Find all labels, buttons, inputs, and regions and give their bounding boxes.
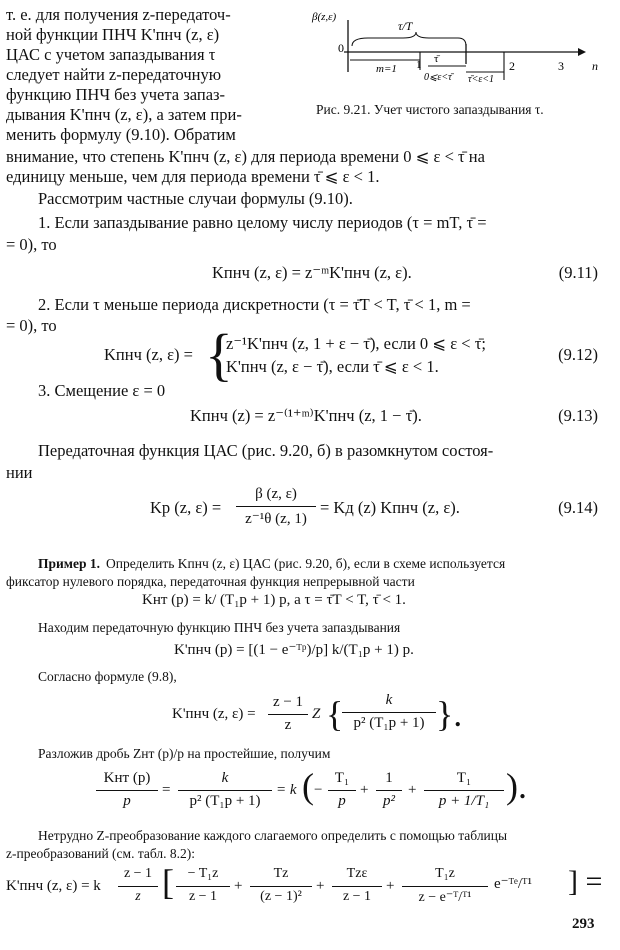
intro-line-6: дывания K'пнч (z, ε), а затем при-	[6, 105, 242, 124]
cases-heading: Рассмотрим частные случаи формулы (9.10).	[38, 189, 353, 208]
figure-caption: Рис. 9.21. Учет чистого запаздывания τ.	[316, 102, 544, 117]
equation-e-term-b-denominator: (z − 1)²	[260, 889, 302, 904]
equation-e-factor-denominator: z	[135, 889, 141, 904]
fraction-bar	[332, 886, 382, 887]
transfer-line-a: Передаточная функция ЦАС (рис. 9.20, б) в разомкнутом состоя-	[38, 441, 494, 460]
equation-d-t2-numerator: 1	[385, 770, 393, 786]
example-equation-a: Kнт (p) = k/ (T₁p + 1) p, а τ = τ̄T < T, τ̄ < 1.	[142, 592, 406, 608]
delay-diagram	[308, 2, 616, 102]
transfer-line-b: нии	[6, 463, 33, 482]
equation-9-14-numerator: β (z, ε)	[255, 486, 297, 502]
equation-d-t1-denominator: p	[338, 793, 346, 809]
fraction-bar	[402, 886, 488, 887]
example-equation-b: K'пнч (p) = [(1 − e⁻ᵀᵖ)/p] k/(T₁p + 1) p.	[174, 642, 414, 658]
paren-close: ).	[506, 766, 527, 806]
bracket-open: [	[162, 862, 174, 902]
example-line-7: z-преобразований (см. табл. 8.2):	[6, 846, 196, 861]
equation-9-14-denominator: z⁻¹θ (z, 1)	[245, 511, 307, 527]
equation-9-12-row-2: K'пнч (z, ε − τ̄), если τ̄ ⩽ ε < 1.	[226, 357, 439, 376]
intro-line-2: ной функции ПНЧ K'пнч (z, ε)	[6, 25, 220, 44]
intro-line-1: т. е. для получения z-передаточ-	[6, 5, 231, 24]
fraction-bar	[250, 886, 312, 887]
tau-bar-label: τ̄	[434, 53, 439, 65]
equation-d-t2-denominator: p²	[383, 793, 395, 809]
intro-line-7: менить формулу (9.10). Обратим	[6, 125, 236, 144]
example-equation-c-lhs: K'пнч (z, ε) =	[172, 706, 256, 722]
equation-d-t3-numerator: T₁	[456, 770, 472, 786]
equation-d-k: = k	[276, 782, 297, 798]
case-1-line-b: = 0), то	[6, 235, 57, 254]
example-line-5: Разложив дробь Zнт (p)/p на простейшие, получим	[38, 746, 331, 761]
segment-m-1: m=1	[376, 63, 397, 75]
figure-9-21	[308, 2, 616, 126]
equation-d-left-numerator: Kнт (p)	[103, 770, 151, 786]
equation-d-t3-denominator: p + 1/T₁	[438, 793, 490, 809]
equation-number-9-14: (9.14)	[558, 498, 598, 517]
fraction-bar	[96, 790, 158, 791]
equation-9-12-row-1: z⁻¹K'пнч (z, 1 + ε − τ̄), если 0 ⩽ ε < τ̄;	[226, 334, 486, 353]
intro-cont-2: единицу меньше, чем для периода времени τ̄ ⩽ ε < 1.	[6, 167, 380, 186]
intro-cont-1: внимание, что степень K'пнч (z, ε) для периода времени 0 ⩽ ε < τ̄ на	[6, 147, 485, 166]
equation-e-term-d-numerator: T₁z	[435, 866, 455, 881]
case-1-line-a: 1. Если запаздывание равно целому числу периодов (τ = mT, τ̄ =	[38, 213, 487, 232]
equation-e-term-b-numerator: Tz	[273, 866, 289, 881]
equation-9-14-rhs: = Kд (z) Kпнч (z, ε).	[320, 498, 460, 517]
paren-open: (	[302, 766, 314, 806]
fraction-bar	[176, 886, 230, 887]
bracket-close: ] =	[568, 865, 603, 898]
case-3-line: 3. Смещение ε = 0	[38, 381, 166, 400]
equation-9-13: Kпнч (z) = z⁻⁽¹⁺ᵐ⁾K'пнч (z, 1 − τ̄).	[190, 406, 422, 425]
example-line-3: Находим передаточную функцию ПНЧ без учета запаздывания	[38, 620, 401, 635]
equation-e-term-d-denominator: z − e⁻ᵀ/ᵀ¹	[418, 890, 472, 905]
equation-c-inner-numerator: k	[385, 692, 393, 708]
example-line-6: Нетрудно Z-преобразование каждого слагаемого определить с помощью таблицы	[38, 828, 508, 843]
equation-d-mid-numerator: k	[221, 770, 229, 786]
equation-e-term-a-numerator: − T₁z	[187, 866, 219, 881]
equation-e-term-a-denominator: z − 1	[188, 889, 218, 904]
example-title: Пример 1.	[38, 556, 100, 571]
z-transform-symbol: Z	[312, 706, 321, 722]
fraction-bar	[178, 790, 272, 791]
intro-line-5: функцию ПНЧ без учета запаз-	[6, 85, 226, 104]
case-2-line-b: = 0), то	[6, 316, 57, 335]
equation-9-12-lhs: Kпнч (z, ε) =	[104, 345, 193, 364]
equation-e-term-c-numerator: Tzε	[346, 866, 368, 881]
intro-line-4: следует найти z-передаточную	[6, 65, 222, 84]
equation-number-9-12: (9.12)	[558, 345, 598, 364]
fraction-bar	[268, 714, 308, 715]
equation-9-11: Kпнч (z, ε) = z⁻ᵐK'пнч (z, ε).	[212, 263, 412, 282]
origin-label: 0	[338, 41, 344, 55]
equation-e-factor-numerator: z − 1	[123, 866, 153, 881]
example-line-2: фиксатор нулевого порядка, передаточная функция непрерывной части	[6, 574, 415, 589]
fraction-bar	[376, 790, 402, 791]
equation-d-mid-denominator: p² (T₁p + 1)	[189, 793, 261, 809]
tick-2: 2	[509, 59, 515, 73]
equation-e-lhs: K'пнч (z, ε) = k	[6, 878, 101, 894]
equation-9-14-lhs: Kр (z, ε) =	[150, 498, 222, 517]
fraction-bar	[236, 506, 316, 507]
tau-over-t-label: τ/T	[398, 19, 413, 33]
fraction-bar	[424, 790, 504, 791]
interval-1: 0⩽ε<τ̄	[424, 72, 452, 83]
equation-number-9-13: (9.13)	[558, 406, 598, 425]
axis-label-beta: β(z,ε)	[312, 11, 337, 23]
brace-open: {	[326, 694, 344, 734]
tick-3: 3	[558, 59, 564, 73]
fraction-bar	[342, 712, 436, 713]
page-number: 293	[572, 916, 595, 932]
equation-e-exponential: e⁻ᵀᵉ/ᵀ¹	[494, 876, 532, 892]
example-line-1: Определить Kпнч (z, ε) ЦАС (рис. 9.20, б), если в схеме используется	[106, 556, 506, 571]
equation-e-term-c-denominator: z − 1	[342, 889, 372, 904]
intro-line-3: ЦАС с учетом запаздывания τ	[6, 45, 216, 64]
equation-d-t1-numerator: T₁	[334, 770, 350, 786]
case-2-line-a: 2. Если τ меньше периода дискретности (τ = τ̄T < T, τ̄ < 1, m =	[38, 295, 471, 314]
left-brace: {	[205, 322, 233, 387]
tick-1: 1	[416, 59, 422, 71]
example-line-4: Согласно формуле (9.8),	[38, 669, 177, 684]
fraction-bar	[118, 886, 158, 887]
equation-d-left-denominator: p	[123, 793, 131, 809]
equation-c-denominator: z	[284, 717, 292, 733]
equation-c-inner-denominator: p² (T₁p + 1)	[353, 715, 425, 731]
axis-label-n: n	[592, 59, 598, 73]
fraction-bar	[328, 790, 356, 791]
interval-2: τ̄<ε<1	[468, 74, 495, 85]
brace-close: }.	[436, 694, 463, 734]
tau-brace	[352, 32, 466, 46]
equation-c-numerator: z − 1	[272, 694, 304, 710]
equation-number-9-11: (9.11)	[558, 263, 598, 282]
